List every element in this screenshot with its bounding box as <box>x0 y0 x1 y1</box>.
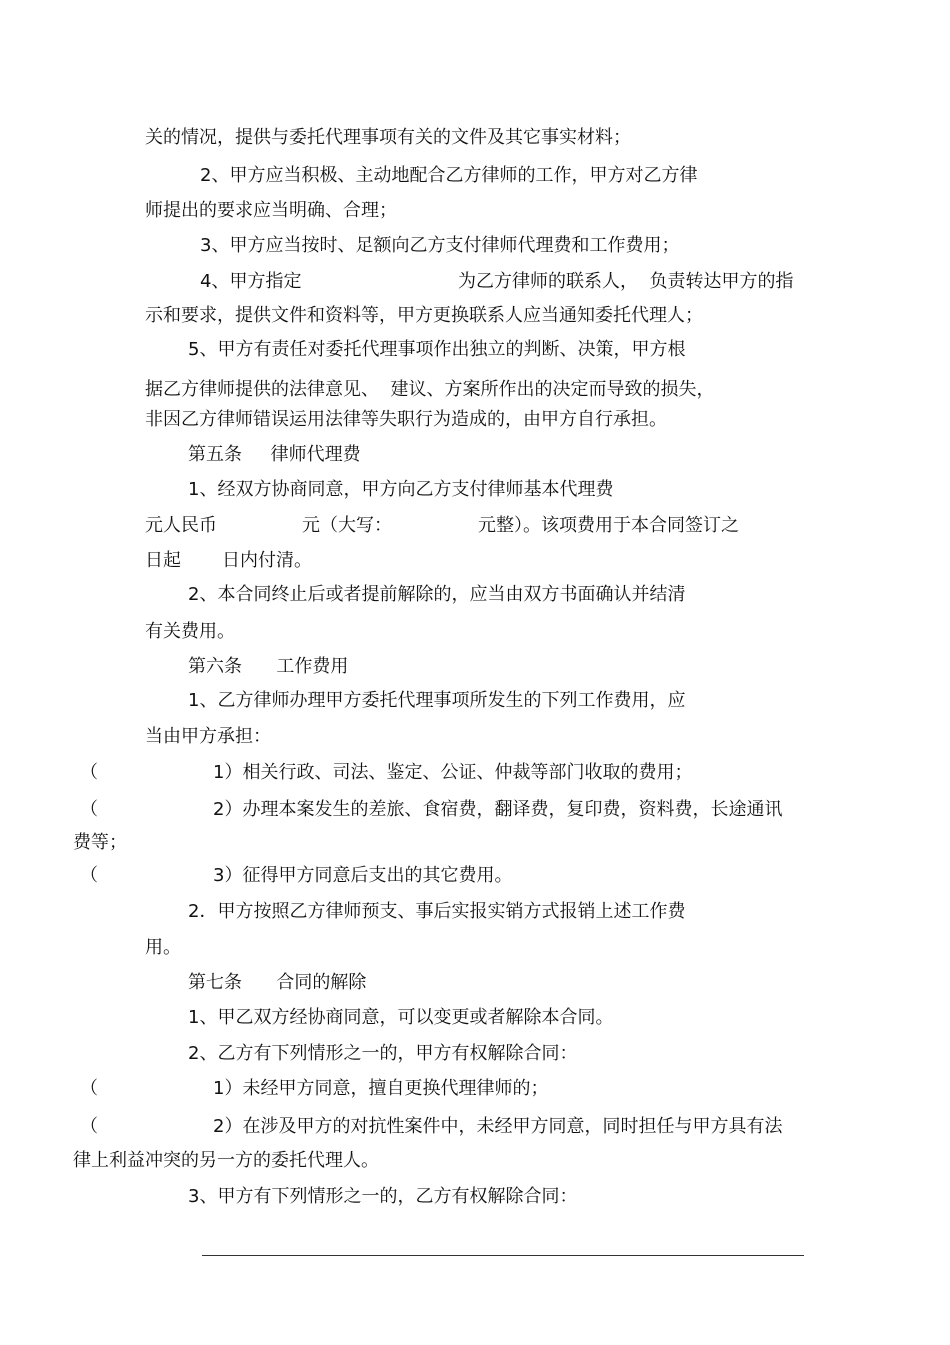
text-line: 日起 <box>145 550 181 571</box>
text-line: 3、甲方应当按时、足额向乙方支付律师代理费和工作费用； <box>200 235 680 256</box>
section-heading: 第七条 合同的解除 <box>188 972 367 993</box>
text-line: 当由甲方承担： <box>145 726 271 747</box>
text-line: 2．甲方按照乙方律师预支、事后实报实销方式报销上述工作费 <box>188 901 686 922</box>
text-line: 3、甲方有下列情形之一的，乙方有权解除合同： <box>188 1186 578 1207</box>
text-line: 元（大写： <box>302 515 392 536</box>
text-line: 为乙方律师的联系人， 负责转达甲方的指 <box>458 271 794 292</box>
text-line: （ <box>80 1116 98 1137</box>
text-line: 用。 <box>145 937 181 958</box>
text-line: 2、乙方有下列情形之一的，甲方有权解除合同： <box>188 1043 578 1064</box>
text-line: 1）相关行政、司法、鉴定、公证、仲裁等部门收取的费用； <box>213 762 693 783</box>
text-line: 1、经双方协商同意，甲方向乙方支付律师基本代理费 <box>188 479 614 500</box>
text-line: 示和要求，提供文件和资料等，甲方更换联系人应当通知委托代理人； <box>145 305 703 326</box>
text-line: 2）办理本案发生的差旅、食宿费，翻译费，复印费，资料费，长途通讯 <box>213 799 783 820</box>
text-line: 据乙方律师提供的法律意见、 建议、方案所作出的决定而导致的损失， <box>145 379 715 400</box>
text-line: 日内付清。 <box>222 550 312 571</box>
text-line: 元人民币 <box>145 515 217 536</box>
text-line: 1、乙方律师办理甲方委托代理事项所发生的下列工作费用，应 <box>188 690 686 711</box>
section-heading: 第六条 工作费用 <box>188 656 349 677</box>
text-line: 师提出的要求应当明确、合理； <box>145 200 397 221</box>
text-line: 2）在涉及甲方的对抗性案件中，未经甲方同意，同时担任与甲方具有法 <box>213 1116 783 1137</box>
text-line: 元整）。该项费用于本合同签订之 <box>478 515 739 536</box>
text-line: 有关费用。 <box>145 621 235 642</box>
text-line: 1）未经甲方同意，擅自更换代理律师的； <box>213 1078 549 1099</box>
text-line: （ <box>80 762 98 783</box>
text-line: 2、本合同终止后或者提前解除的，应当由双方书面确认并结清 <box>188 584 686 605</box>
text-line: 5、甲方有责任对委托代理事项作出独立的判断、决策，甲方根 <box>188 339 686 360</box>
text-line: （ <box>80 1078 98 1099</box>
text-line: 律上利益冲突的另一方的委托代理人。 <box>73 1150 379 1171</box>
text-line: （ <box>80 865 98 886</box>
section-heading: 第五条 律师代理费 <box>188 444 361 465</box>
text-line: 4、甲方指定 <box>200 271 302 292</box>
text-line: 2、甲方应当积极、主动地配合乙方律师的工作，甲方对乙方律 <box>200 165 698 186</box>
footer-divider <box>202 1255 804 1256</box>
text-line: （ <box>80 799 98 820</box>
text-line: 费等； <box>73 832 127 853</box>
text-line: 关的情况，提供与委托代理事项有关的文件及其它事实材料； <box>145 127 631 148</box>
text-line: 非因乙方律师错误运用法律等失职行为造成的，由甲方自行承担。 <box>145 409 667 430</box>
text-line: 3）征得甲方同意后支出的其它费用。 <box>213 865 513 886</box>
text-line: 1、甲乙双方经协商同意，可以变更或者解除本合同。 <box>188 1007 614 1028</box>
